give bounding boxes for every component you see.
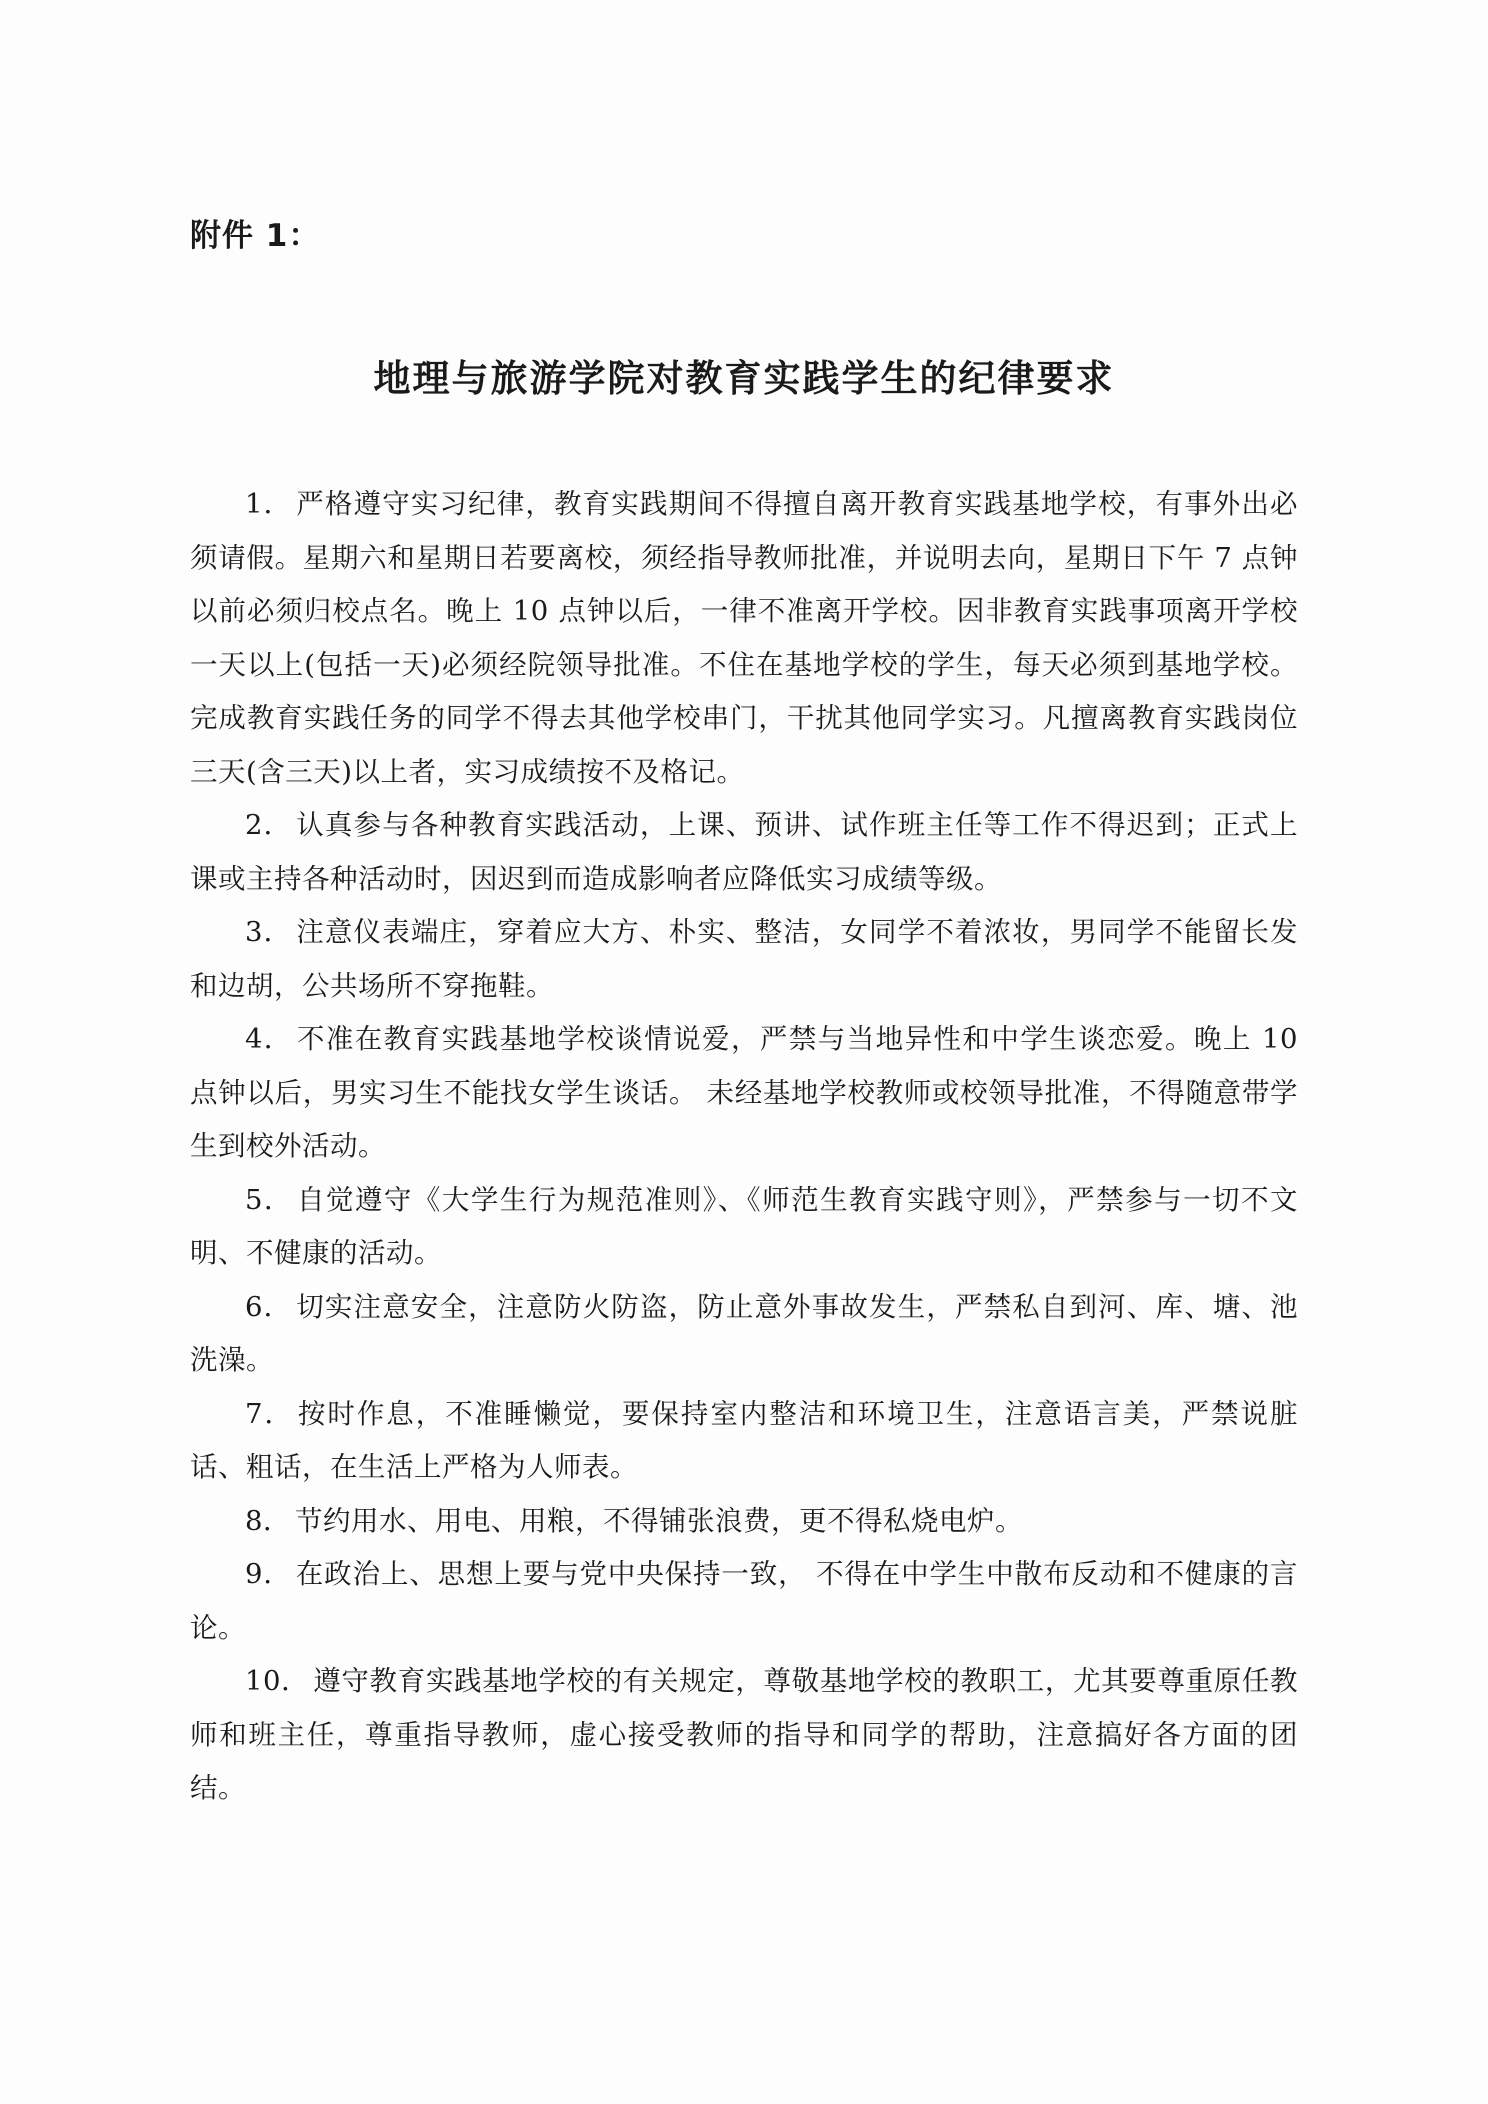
rule-text: 按时作息，不准睡懒觉，要保持室内整洁和环境卫生，注意语言美，严禁说脏话、粗话，在生活上严格为人师表。 (190, 1397, 1299, 1483)
rule-number: 9． (245, 1558, 292, 1590)
rule-number: 7． (245, 1397, 294, 1430)
rule-number: 3． (245, 916, 293, 948)
rule-paragraph-6 (190, 1281, 1298, 1388)
rule-number: 5． (245, 1183, 293, 1216)
rule-paragraph-1 (190, 478, 1298, 799)
rule-paragraph-3 (190, 906, 1298, 1013)
document-body (190, 478, 1298, 1816)
rule-text: 注意仪表端庄，穿着应大方、朴实、整洁，女同学不着浓妆，男同学不能留长发和边胡，公共场所不穿拖鞋。 (190, 916, 1299, 1002)
rule-paragraph-9 (190, 1548, 1298, 1655)
rule-text: 不准在教育实践基地学校谈情说爱，严禁与当地异性和中学生谈恋爱。晚上 10 点钟以后，男实习生不能找女学生谈话。 未经基地学校教师或校领导批准，不得随意带学生到校外活动。 (190, 1023, 1298, 1162)
rule-text: 在政治上、思想上要与党中央保持一致， 不得在中学生中散布反动和不健康的言论。 (190, 1558, 1298, 1644)
rule-text: 遵守教育实践基地学校的有关规定，尊敬基地学校的教职工，尤其要尊重原任教师和班主任，尊重指导教师，虚心接受教师的指导和同学的帮助，注意搞好各方面的团结。 (190, 1665, 1299, 1804)
rule-text: 切实注意安全，注意防火防盗，防止意外事故发生，严禁私自到河、库、塘、池洗澡。 (190, 1290, 1299, 1376)
rule-paragraph-5 (190, 1174, 1298, 1281)
rule-number: 10． (245, 1665, 310, 1697)
rule-number: 6． (245, 1290, 293, 1323)
rule-number: 8． (245, 1504, 291, 1537)
rule-paragraph-2 (190, 799, 1298, 906)
rule-number: 1． (245, 488, 293, 520)
rule-paragraph-4 (190, 1013, 1298, 1174)
rule-text: 认真参与各种教育实践活动，上课、预讲、试作班主任等工作不得迟到；正式上课或主持各种活动时，因迟到而造成影响者应降低实习成绩等级。 (190, 809, 1299, 895)
document-title: 地理与旅游学院对教育实践学生的纪律要求 (373, 357, 1115, 400)
rule-paragraph-10 (190, 1655, 1298, 1816)
rule-paragraph-7 (190, 1388, 1298, 1495)
rule-text: 严格遵守实习纪律，教育实践期间不得擅自离开教育实践基地学校，有事外出必须请假。星期六和星期日若要离校，须经指导教师批准，并说明去向，星期日下午 7 点钟以前必须归校点名。晚上 10 点钟以后，一律不准离开学校。因非教育实践事项离开学校一天以上(包括一天)必须经院领导批准。不住在基地学校的学生，每天必须到基地学校。完成教育实践任务的同学不得去其他学校串门，干扰其他同学实习。凡擅离教育实践岗位三天(含三天)以上者，实习成绩按不及格记。 (190, 488, 1299, 788)
rule-paragraph-8 (190, 1495, 1298, 1549)
attachment-label: 附件 1： (190, 218, 321, 254)
rule-number: 4． (245, 1023, 293, 1055)
rule-number: 2． (245, 809, 293, 841)
rule-text: 节约用水、用电、用粮，不得铺张浪费，更不得私烧电炉。 (295, 1504, 1023, 1537)
rule-text: 自觉遵守《大学生行为规范准则》、《师范生教育实践守则》，严禁参与一切不文明、不健康的活动。 (190, 1183, 1299, 1269)
